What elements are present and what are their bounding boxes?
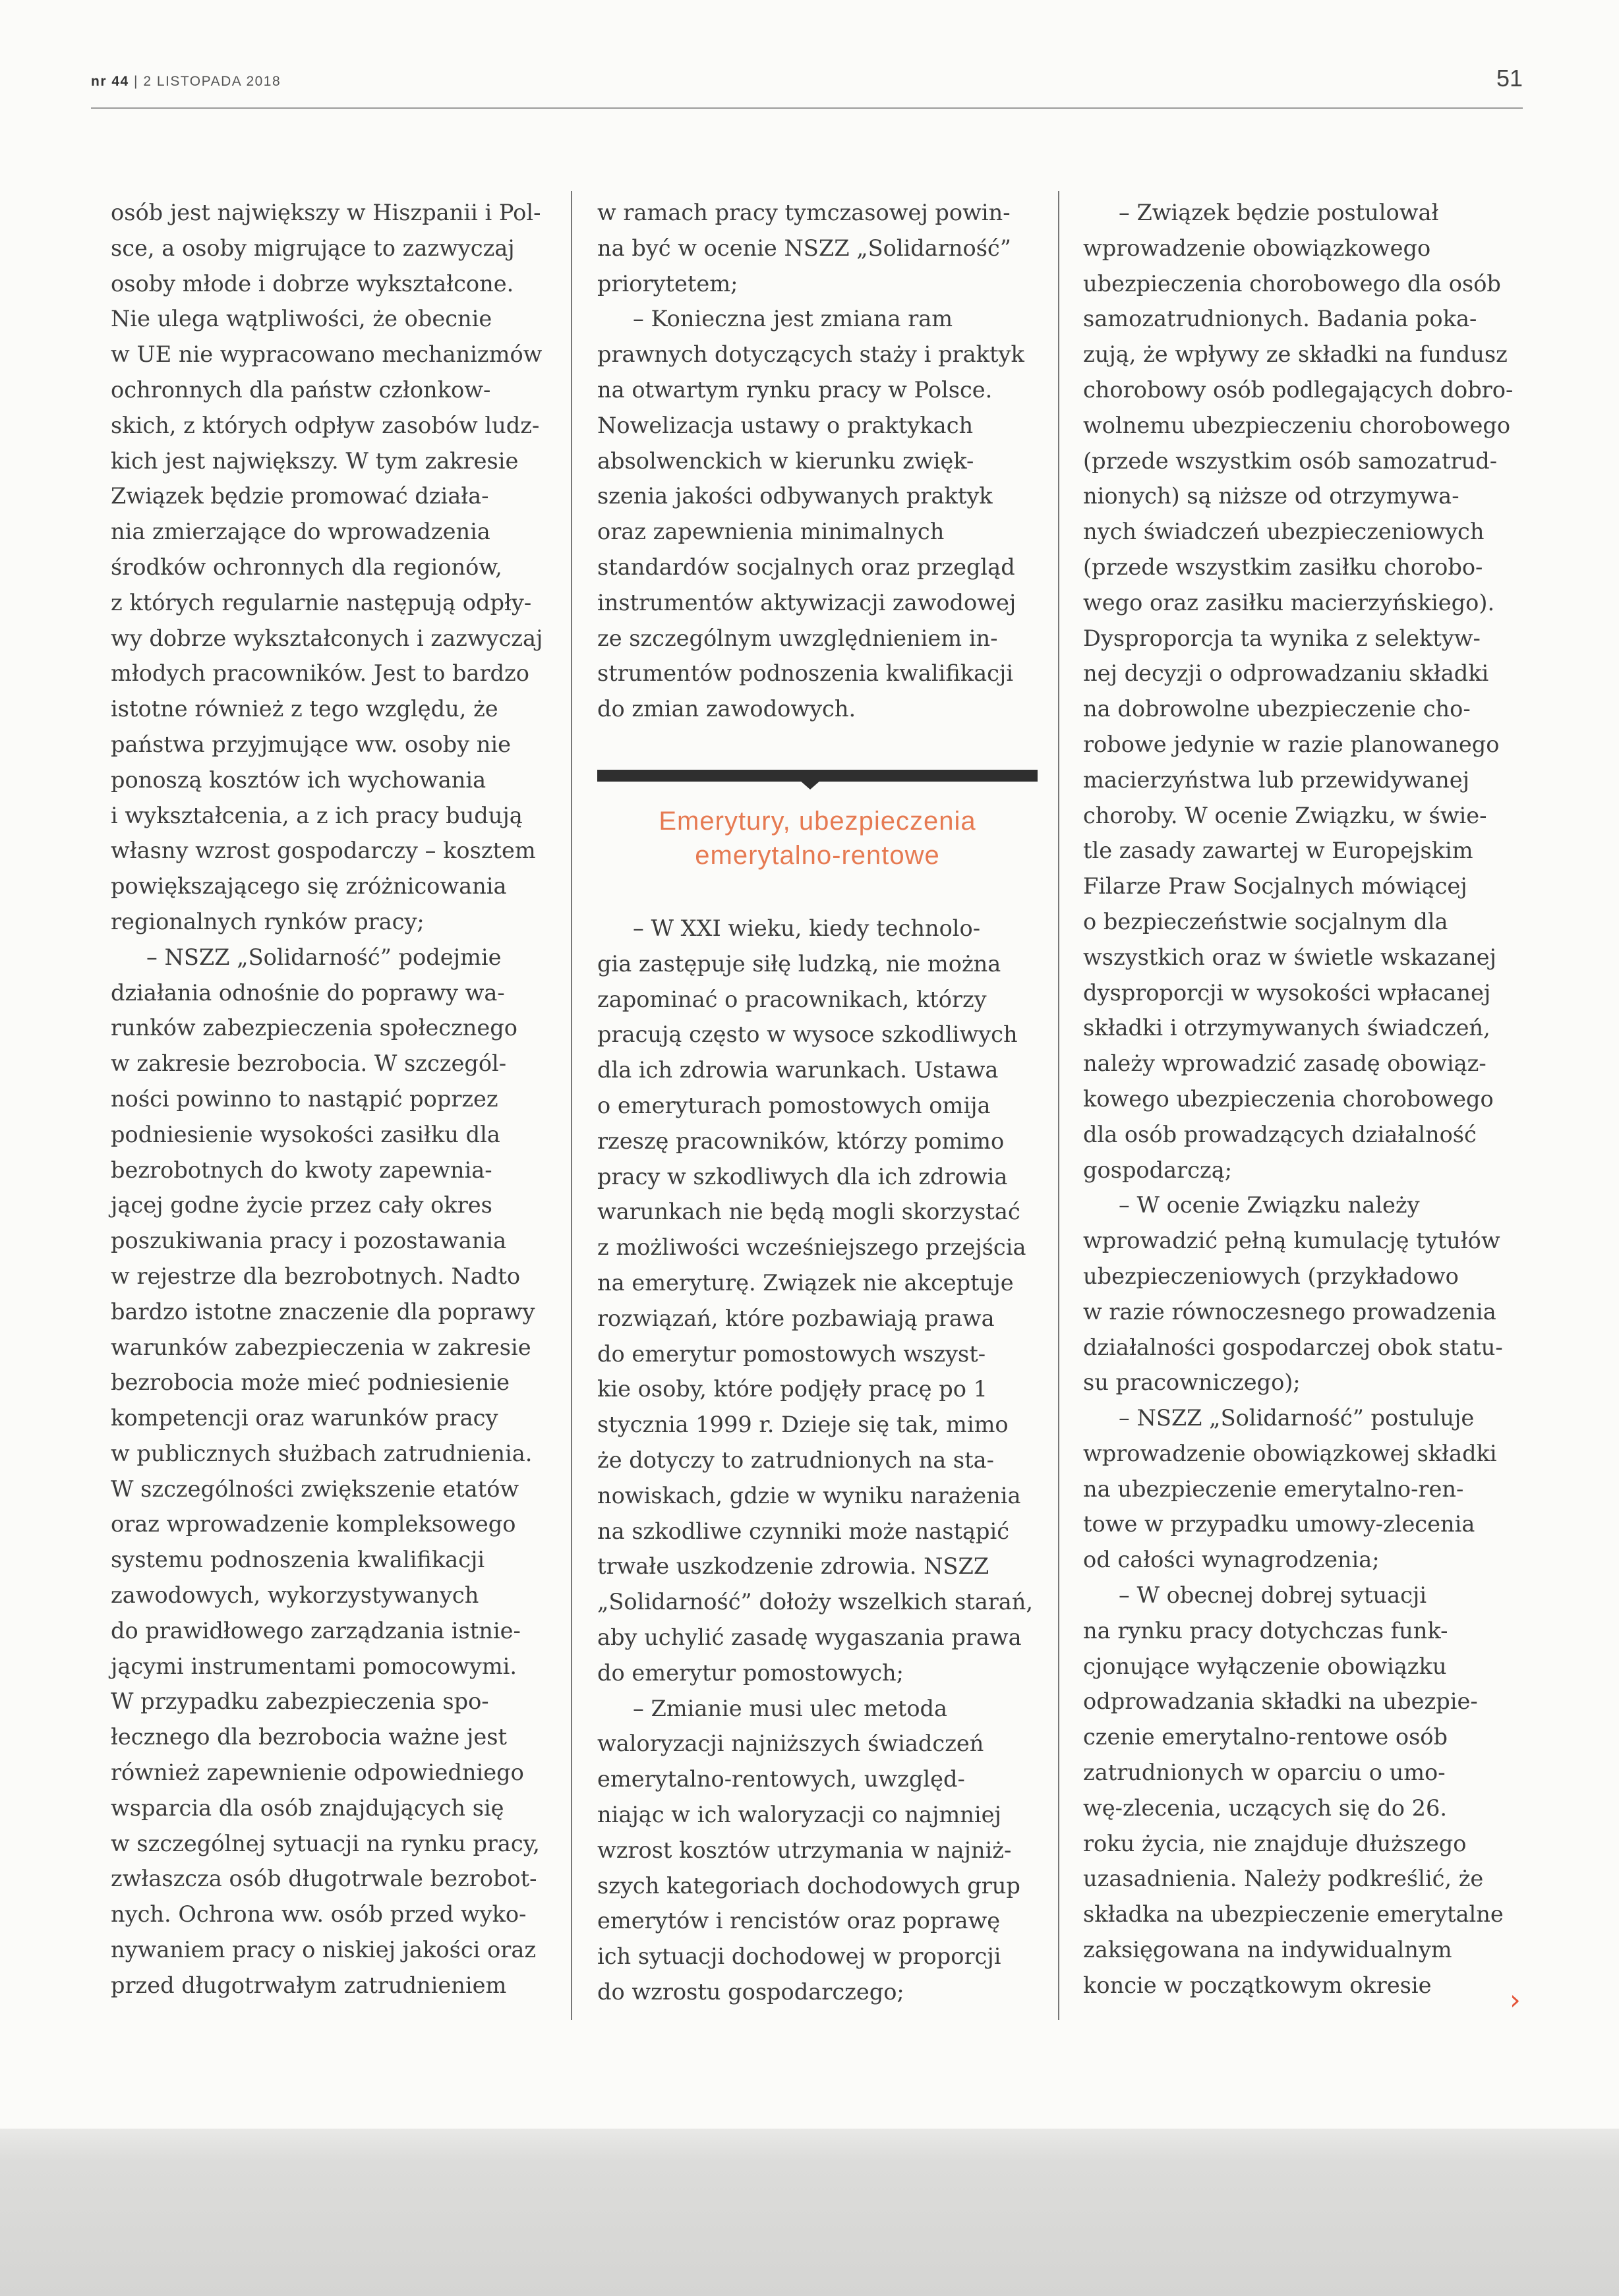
text-line: – Związek będzie postulował: [1119, 200, 1439, 225]
text-line: istotne również z tego względu, że: [111, 696, 498, 722]
text-line: bezrobotnych do kwoty zapewnia-: [111, 1157, 492, 1183]
text-line: w szczególnej sytuacji na rynku pracy,: [111, 1830, 540, 1856]
text-line: runków zabezpieczenia społecznego: [111, 1015, 517, 1041]
text-line: ochronnych dla państw członkow-: [111, 376, 491, 403]
text-line: wę-zlecenia, uczących się do 26.: [1083, 1794, 1447, 1821]
text-line: w ramach pracy tymczasowej powin-: [597, 200, 1011, 225]
text-line: – Zmianie musi ulec metoda: [633, 1695, 948, 1721]
text-line: składka na ubezpieczenie emerytalne: [1083, 1901, 1504, 1928]
text-line: na ubezpieczenie emerytalno-ren-: [1083, 1476, 1464, 1502]
text-line: strumentów podnoszenia kwalifikacji: [597, 660, 1014, 687]
text-line: bardzo istotne znaczenie dla poprawy: [111, 1298, 535, 1325]
text-line: gospodarczą;: [1083, 1157, 1233, 1183]
text-line: działalności gospodarczej obok statu-: [1083, 1334, 1503, 1360]
text-line: wprowadzenie obowiązkowej składki: [1083, 1440, 1497, 1466]
text-line: wszystkich oraz w świetle wskazanej: [1083, 944, 1496, 970]
text-line: jącymi instrumentami pomocowymi.: [111, 1653, 517, 1679]
text-line: kich jest największy. W tym zakresie: [111, 447, 519, 474]
text-line: dla ich zdrowia warunkach. Ustawa: [597, 1057, 999, 1083]
text-line: dysproporcji w wysokości wpłacanej: [1083, 979, 1491, 1006]
page-header: [91, 74, 281, 90]
text-line: pracy w szkodliwych dla ich zdrowia: [597, 1163, 1008, 1190]
text-line: wego oraz zasiłku macierzyńskiego).: [1083, 589, 1495, 616]
text-line: nionych) są niższe od otrzymywa-: [1083, 483, 1459, 509]
text-line: do wzrostu gospodarczego;: [597, 1978, 904, 2005]
article-column-2-bottom: [597, 911, 1034, 2010]
text-line: pracują często w wysoce szkodliwych: [597, 1021, 1018, 1048]
text-line: wy dobrze wykształconych i zazwyczaj: [111, 625, 543, 651]
text-line: tle zasady zawartej w Europejskim: [1083, 838, 1473, 864]
text-line: – W obecnej dobrej sytuacji: [1119, 1582, 1427, 1609]
text-line: Nowelizacja ustawy o praktykach: [597, 412, 974, 438]
text-line: rzeszę pracowników, którzy pomimo: [597, 1128, 1005, 1154]
text-line: absolwenckich w kierunku zwięk-: [597, 447, 974, 474]
text-line: – NSZZ „Solidarność” podejmie: [146, 944, 502, 970]
text-line: ze szczególnym uwzględnieniem in-: [597, 625, 998, 651]
text-line: warunkach nie będą mogli skorzystać: [597, 1199, 1020, 1225]
text-line: na otwartym rynku pracy w Polsce.: [597, 376, 993, 403]
text-line: wprowadzenie obowiązkowego: [1083, 235, 1431, 261]
text-line: cjonujące wyłączenie obowiązku: [1083, 1653, 1447, 1679]
text-line: instrumentów aktywizacji zawodowej: [597, 589, 1016, 616]
text-line: priorytetem;: [597, 270, 738, 297]
text-line: robowe jedynie w razie planowanego: [1083, 731, 1500, 757]
text-line: systemu podnoszenia kwalifikacji: [111, 1547, 485, 1573]
section-heading: [597, 804, 1038, 873]
section-heading-line-1: Emerytury, ubezpieczenia: [659, 807, 976, 836]
text-line: odprowadzania składki na ubezpie-: [1083, 1688, 1478, 1715]
text-line: że dotyczy to zatrudnionych na sta-: [597, 1447, 994, 1473]
text-line: chorobowy osób podlegających dobro-: [1083, 376, 1514, 403]
text-line: skich, z których odpływ zasobów ludz-: [111, 412, 540, 438]
text-line: stycznia 1999 r. Dzieje się tak, mimo: [597, 1412, 1009, 1438]
text-line: w zakresie bezrobocia. W szczegól-: [111, 1050, 507, 1077]
text-line: szych kategoriach dochodowych grup: [597, 1872, 1020, 1899]
text-line: bezrobocia może mieć podniesienie: [111, 1369, 510, 1396]
text-line: ności powinno to nastąpić poprzez: [111, 1085, 498, 1112]
text-line: kowego ubezpieczenia chorobowego: [1083, 1085, 1494, 1112]
issue-date: 2 LISTOPADA 2018: [143, 74, 281, 89]
text-line: własny wzrost gospodarczy – kosztem: [111, 838, 536, 864]
text-line: do zmian zawodowych.: [597, 696, 856, 722]
text-line: do prawidłowego zarządzania istnie-: [111, 1617, 521, 1644]
text-line: samozatrudnionych. Badania poka-: [1083, 306, 1477, 332]
text-line: nowiskach, gdzie w wyniku narażenia: [597, 1482, 1021, 1508]
text-line: wsparcia dla osób znajdujących się: [111, 1794, 504, 1821]
text-line: na rynku pracy dotychczas funk-: [1083, 1617, 1448, 1644]
text-line: Nie ulega wątpliwości, że obecnie: [111, 306, 492, 332]
chevron-right-icon[interactable]: ›: [1510, 1984, 1521, 2016]
text-line: „Solidarność” dołoży wszelkich starań,: [597, 1589, 1034, 1615]
text-line: emerytów i rencistów oraz poprawę: [597, 1908, 1001, 1934]
text-line: z możliwości wcześniejszego przejścia: [597, 1234, 1026, 1261]
text-line: również zapewnienie odpowiedniego: [111, 1760, 524, 1786]
text-line: zapominać o pracownikach, którzy: [597, 986, 987, 1012]
article-column-2-top: [597, 195, 1026, 727]
text-line: trwałe uszkodzenie zdrowia. NSZZ: [597, 1553, 989, 1580]
text-line: macierzyństwa lub przewidywanej: [1083, 766, 1470, 793]
text-line: od całości wynagrodzenia;: [1083, 1547, 1380, 1573]
section-divider-notch: [800, 780, 821, 789]
text-line: ubezpieczeniowych (przykładowo: [1083, 1263, 1459, 1289]
text-line: towe w przypadku umowy-zlecenia: [1083, 1511, 1475, 1537]
page-number: 51: [1496, 65, 1523, 92]
column-divider: [1058, 191, 1059, 2020]
column-divider: [571, 191, 572, 2020]
text-line: nych. Ochrona ww. osób przed wyko-: [111, 1901, 527, 1928]
text-line: W przypadku zabezpieczenia spo-: [111, 1688, 489, 1715]
text-line: jącej godne życie przez cały okres: [111, 1192, 492, 1219]
text-line: waloryzacji najniższych świadczeń: [597, 1731, 984, 1757]
text-line: na być w ocenie NSZZ „Solidarność”: [597, 235, 1011, 261]
text-line: wprowadzić pełną kumulację tytułów: [1083, 1228, 1500, 1254]
text-line: prawnych dotyczących staży i praktyk: [597, 341, 1024, 368]
text-line: na szkodliwe czynniki może nastąpić: [597, 1518, 1009, 1544]
text-line: zują, że wpływy ze składki na fundusz: [1083, 341, 1508, 368]
text-line: Dysproporcja ta wynika z selektyw-: [1083, 625, 1481, 651]
text-line: emerytalno-rentowych, uwzględ-: [597, 1766, 965, 1793]
text-line: zwłaszcza osób długotrwale bezrobot-: [111, 1866, 537, 1892]
text-line: środków ochronnych dla regionów,: [111, 554, 502, 580]
text-line: nych świadczeń ubezpieczeniowych: [1083, 519, 1485, 545]
text-line: Filarze Praw Socjalnych mówiącej: [1083, 873, 1467, 900]
text-line: z których regularnie następują odpły-: [111, 589, 532, 616]
text-line: w razie równoczesnego prowadzenia: [1083, 1298, 1496, 1325]
text-line: Związek będzie promować działa-: [111, 483, 489, 509]
text-line: łecznego dla bezrobocia ważne jest: [111, 1724, 507, 1750]
text-line: kie osoby, które podjęły pracę po 1: [597, 1376, 987, 1402]
issue-number: nr 44: [91, 74, 129, 89]
text-line: gia zastępuje siłę ludzką, nie można: [597, 950, 1001, 977]
text-line: ponoszą kosztów ich wychowania: [111, 766, 486, 793]
text-line: i wykształcenia, a z ich pracy budują: [111, 802, 523, 828]
text-line: na dobrowolne ubezpieczenie cho-: [1083, 696, 1471, 722]
text-line: w UE nie wypracowano mechanizmów: [111, 341, 543, 368]
text-line: regionalnych rynków pracy;: [111, 908, 425, 934]
text-line: poszukiwania pracy i pozostawania: [111, 1228, 507, 1254]
text-line: składki i otrzymywanych świadczeń,: [1083, 1015, 1490, 1041]
text-line: oraz zapewnienia minimalnych: [597, 519, 945, 545]
text-line: szenia jakości odbywanych praktyk: [597, 483, 993, 509]
section-heading-line-2: emerytalno-rentowe: [695, 841, 940, 870]
text-line: sce, a osoby migrujące to zazwyczaj: [111, 235, 515, 261]
text-line: standardów socjalnych oraz przegląd: [597, 554, 1015, 580]
text-line: aby uchylić zasadę wygaszania prawa: [597, 1624, 1022, 1650]
text-line: w publicznych służbach zatrudnienia.: [111, 1440, 533, 1466]
text-line: zawodowych, wykorzystywanych: [111, 1582, 479, 1609]
text-line: zaksięgowana na indywidualnym: [1083, 1937, 1452, 1963]
text-line: młodych pracowników. Jest to bardzo: [111, 660, 529, 687]
text-line: do emerytur pomostowych;: [597, 1659, 904, 1686]
text-line: ubezpieczenia chorobowego dla osób: [1083, 270, 1501, 297]
text-line: zatrudnionych w oparciu o umo-: [1083, 1760, 1446, 1786]
text-line: – W XXI wieku, kiedy technolo-: [633, 915, 981, 941]
text-line: warunków zabezpieczenia w zakresie: [111, 1334, 531, 1360]
article-column-3: [1083, 195, 1512, 2003]
text-line: roku życia, nie znajduje dłuższego: [1083, 1830, 1467, 1856]
text-line: nia zmierzające do wprowadzenia: [111, 519, 490, 545]
text-line: uzasadnienia. Należy podkreślić, że: [1083, 1866, 1484, 1892]
text-line: działania odnośnie do poprawy wa-: [111, 979, 505, 1006]
text-line: ich sytuacji dochodowej w proporcji: [597, 1943, 1001, 1970]
scan-background-strip: [0, 2129, 1619, 2296]
text-line: nywaniem pracy o niskiej jakości oraz: [111, 1937, 537, 1963]
text-line: – W ocenie Związku należy: [1119, 1192, 1420, 1219]
article-column-1: [111, 195, 543, 2003]
text-line: – Konieczna jest zmiana ram: [633, 306, 953, 332]
text-line: państwa przyjmujące ww. osoby nie: [111, 731, 512, 757]
text-line: nej decyzji o odprowadzaniu składki: [1083, 660, 1489, 687]
text-line: choroby. W ocenie Związku, w świe-: [1083, 802, 1487, 828]
text-line: su pracowniczego);: [1083, 1369, 1301, 1396]
text-line: przed długotrwałym zatrudnieniem: [111, 1972, 507, 1998]
text-line: o bezpieczeństwie socjalnym dla: [1083, 908, 1448, 934]
text-line: podniesienie wysokości zasiłku dla: [111, 1121, 500, 1147]
text-line: osoby młode i dobrze wykształcone.: [111, 270, 514, 297]
text-line: rozwiązań, które pozbawiają prawa: [597, 1305, 995, 1331]
text-line: o emeryturach pomostowych omija: [597, 1092, 991, 1118]
text-line: niając w ich waloryzacji co najmniej: [597, 1801, 1001, 1827]
text-line: dla osób prowadzących działalność: [1083, 1121, 1477, 1147]
text-line: na emeryturę. Związek nie akceptuje: [597, 1269, 1014, 1296]
text-line: (przede wszystkim osób samozatrud-: [1083, 447, 1498, 474]
text-line: (przede wszystkim zasiłku chorobo-: [1083, 554, 1483, 580]
text-line: W szczególności zwiększenie etatów: [111, 1476, 519, 1502]
text-line: koncie w początkowym okresie: [1083, 1972, 1432, 1998]
text-line: powiększającego się zróżnicowania: [111, 873, 507, 900]
text-line: należy wprowadzić zasadę obowiąz-: [1083, 1050, 1487, 1077]
header-separator: |: [129, 74, 144, 89]
text-line: oraz wprowadzenie kompleksowego: [111, 1511, 516, 1537]
text-line: kompetencji oraz warunków pracy: [111, 1405, 498, 1431]
text-line: w rejestrze dla bezrobotnych. Nadto: [111, 1263, 521, 1289]
text-line: czenie emerytalno-rentowe osób: [1083, 1724, 1448, 1750]
text-line: – NSZZ „Solidarność” postuluje: [1119, 1405, 1475, 1431]
header-divider: [91, 107, 1523, 109]
text-line: wolnemu ubezpieczeniu chorobowego: [1083, 412, 1511, 438]
text-line: do emerytur pomostowych wszyst-: [597, 1340, 986, 1367]
text-line: osób jest największy w Hiszpanii i Pol-: [111, 200, 541, 225]
text-line: wzrost kosztów utrzymania w najniż-: [597, 1837, 1012, 1863]
